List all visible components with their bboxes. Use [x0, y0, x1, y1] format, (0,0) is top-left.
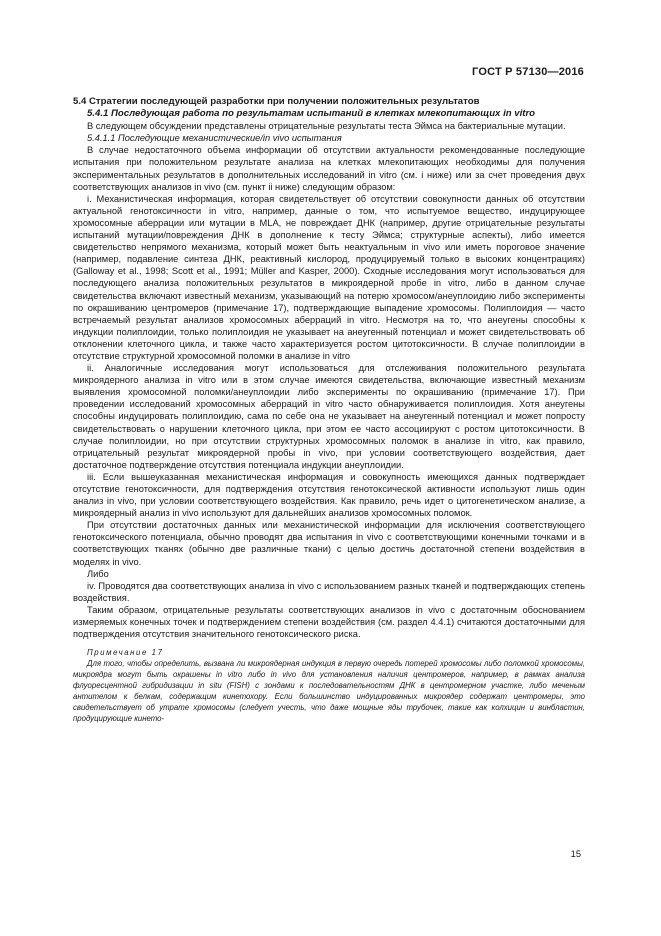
paragraph-iii: iii. Если вышеуказанная механистическая информация и совокупность имеющихся данных подтверждает отсутствие генотоксичности, для подтверждения отсутствия генотоксической активности используют лишь один анализ in vivo, при условии соответствующего воздействия. Как правило, речь идет о цитогенетическом анализе, а микроядерный анализ in vivo используют для дальнейших анализов хромосомных поломок.: [73, 471, 585, 519]
note-block: [73, 648, 585, 724]
note-title: Примечание 17: [87, 648, 164, 658]
subsubsection-heading: 5.4.1.1 Последующие механистические/in vivo испытания: [87, 133, 342, 144]
note-text: Для того, чтобы определить, вызвана ли микроядерная индукция в первую очередь потерей хромосомы либо поломкой хромосомы, микроядра могут быть окрашены in vitro либо in vivo для установления наличия центромеров, например, в рамках анализа флуоресцентной гибридизации in situ (FISH) с зондами к последовательностям ДНК в центромерном участке, либо меченым антителом к белкам, содержащим кинетохору. Если большинство индуцированных микроядер содержат центромеры, это свидетельствует об утрате хромосомы (следует учесть, что даже мощные яды трубочек, такие как колхицин и винбластин, продуцирующие кинето-: [73, 659, 585, 723]
page-content: [73, 96, 585, 725]
paragraph-1: В случае недостаточного объема информации об отсутствии актуальности рекомендованные последующие испытания при положительном результате анализа на клетках млекопитающих необходимы для получения экспериментальных результатов в дополнительных исследований in vitro (см. i ниже) или за счет проведения двух соответствующих анализов in vivo (см. пункт ii ниже) следующим образом:: [73, 145, 585, 192]
paragraph-insufficient: При отсутствии достаточных данных или механистической информации для исключения соответствующего генотоксического потенциала, обычно проводят два испытания in vivo с соответствующими конечными точками и в соответствующих тканях (обычно две различные ткани) с целью достичь достаточной степени воздействия в моделях in vivo.: [73, 520, 585, 567]
subsection-heading: 5.4.1 Последующая работа по результатам испытаний в клетках млекопитающих in vitro: [87, 108, 536, 120]
intro-paragraph: В следующем обсуждении представлены отрицательные результаты теста Эймса на бактериальные мутации.: [87, 121, 566, 132]
section-heading: 5.4 Стратегии последующей разработки при получении положительных результатов: [73, 96, 480, 107]
either-label: Либо: [87, 568, 109, 579]
page-number: 15: [570, 849, 581, 859]
paragraph-i: i. Механистическая информация, которая свидетельствует об отсутствии совокупности данных об отсутствии актуальной генотоксичности in vitro, например, данные о том, что испытуемое вещество, индуцирующее хромосомные аберрации или мутации в MLA, не повреждает ДНК (например, другие отрицательные результаты испытаний мутации/повреждения ДНК в дополнение к тесту Эймса; структурные аспекты), либо имеется свидетельство непрямого механизма, который может быть неактуальным in vivo или иметь пороговое значение (например, подавление синтеза ДНК, реактивный кислород, продуцируемый только в высоких концентрациях) (Galloway et al., 1998; Scott et al., 1991; Müller and Kasper, 2000). Сходные исследования могут использоваться для последующего анализа положительных результатов в микроядерной пробе in vitro, либо в данном случае свидетельства включают известный механизм, указывающий на потерю хромосом/анеуплоидию либо эксперименты по окрашиванию центромеров (примечание 17), подтверждающие выпадение хромосомы. Полиплоидия — часто встречаемый результат анализов хромосомных аберраций in vitro. Несмотря на то, что анеугены способны к индукции полиплоидии, только полиплоидия не указывает на анеугенный потенциал и может свидетельствовать об отклонении клеточного цикла, и также часто характеризуется ростом цитотоксичности. В случае полиплоидии в отсутствие структурной хромосомной поломки в анализе in vitro: [73, 193, 585, 361]
paragraph-iv: iv. Проводятся два соответствующих анализа in vivo с использованием разных тканей и подтверждающих степень воздействия.: [73, 580, 585, 603]
paragraph-ii: ii. Аналогичные исследования могут использоваться для отслеживания положительного результата микроядерного анализа in vitro или в этом случае имеются свидетельства, включающие известный механизм выявления хромосомной поломки/анеуплоидии либо эксперименты по окрашиванию (примечание 17). При проведении исследований хромосомных аберраций in vitro часто обнаруживается полиплоидия. Хотя анеугены способны индуцировать полиплоидию, сама по себе она не указывает на анеугенный потенциал и может попросту свидетельствовать о нарушении клеточного цикла, при этом ее часто ассоциируют с ростом цитотоксичности. В случае полиплоидии, но при отсутствии структурных хромосомных поломок в анализе in vitro, как правило, отрицательный результат микроядерной пробы in vivo, при условии соответствующего воздействия, дает достаточное подтверждение отсутствия потенциала индукции анеуплоидии.: [73, 363, 585, 470]
paragraph-conclusion: Таким образом, отрицательные результаты соответствующих анализов in vivo с достаточным обоснованием измеряемых конечных точек и подтверждением степени воздействия (см. раздел 4.4.1) считаются достаточными для подтверждения отсутствия значительного генотоксического риска.: [73, 604, 585, 640]
document-code: ГОСТ Р 57130—2016: [472, 66, 584, 78]
